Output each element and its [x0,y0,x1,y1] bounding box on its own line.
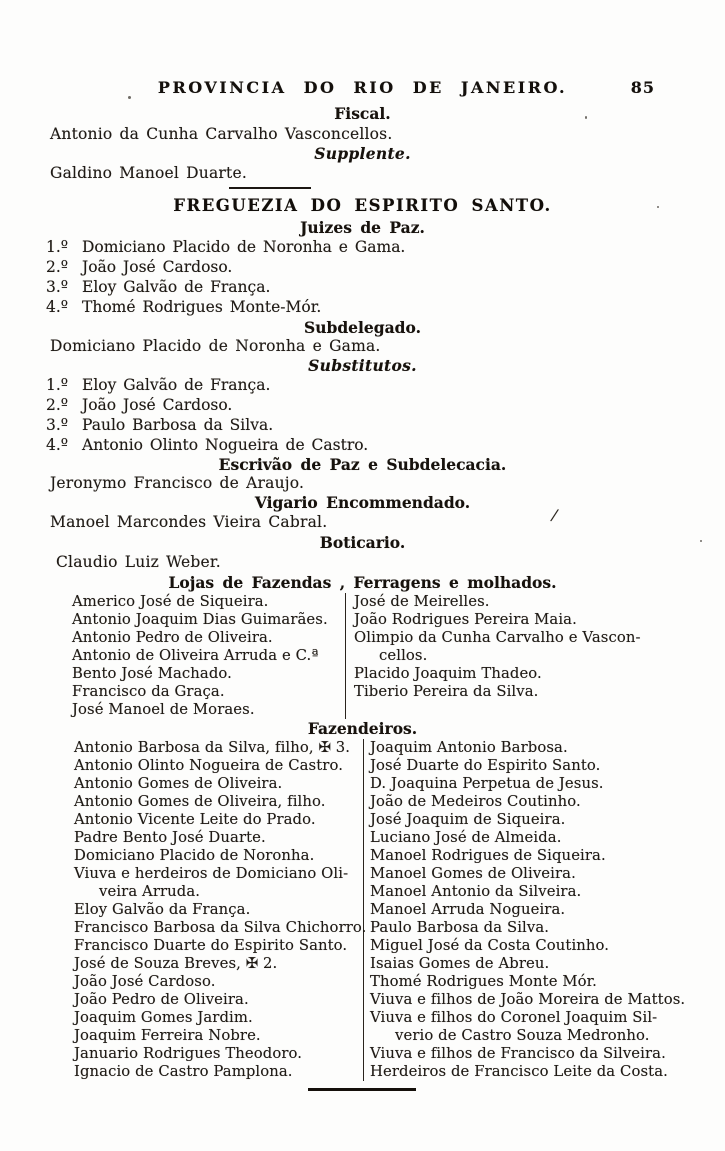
person-name: José de Meirelles. [354,593,490,610]
list-item [74,1063,363,1081]
person-name: Antonio Joaquim Dias Guimarães. [72,611,328,628]
list-item [370,919,725,937]
person-name: Domiciano Placido de Noronha. [74,847,315,864]
person-name: Joaquim Gomes Jardim. [74,1009,253,1026]
person-name: Joaquim Ferreira Nobre. [74,1027,261,1044]
heading-escrivao: Escrivão de Paz e Subdelecacia. [218,455,507,474]
list-item [370,955,725,973]
list-item [46,395,725,415]
person-name: João José Cardoso. [82,258,233,276]
list-item [354,629,725,647]
list-item [74,775,363,793]
person-name: José Joaquim de Siqueira. [370,811,566,828]
list-item [370,883,725,901]
list-item [74,937,363,955]
person-name: Eloy Galvão de França. [82,278,271,296]
item-number: 1.º [46,238,69,256]
person-name: Thomé Rodrigues Monte Mór. [370,973,597,990]
item-number: 4.º [46,298,69,316]
heading-fiscal: Fiscal. [334,104,391,123]
list-item [74,991,363,1009]
juizes-list [0,237,725,317]
list-item [370,829,725,847]
person-name: Viuva e filhos de João Moreira de Mattos. [370,991,686,1008]
list-item [46,435,725,455]
person-name: Manoel Antonio da Silveira. [370,883,582,900]
list-item [72,665,345,683]
fazendeiros-right-column [364,739,725,1081]
list-item [370,1027,725,1045]
list-item [370,757,725,775]
list-item [46,257,725,277]
list-item [354,647,725,665]
list-item [46,237,725,257]
person-name: Antonio Olinto Nogueira de Castro. [74,757,344,774]
ink-speck [657,206,659,208]
person-name: Paulo Barbosa da Silva. [370,919,550,936]
list-item [74,919,367,937]
person-name: Luciano José de Almeida. [370,829,562,846]
list-item [370,991,725,1009]
list-item [74,955,363,973]
person-name: Domiciano Placido de Noronha e Gama. [82,238,406,256]
person-name: Antonio Gomes de Oliveira, filho. [74,793,326,810]
person-name: verio de Castro Souza Medronho. [395,1027,650,1044]
list-item [370,865,725,883]
page-end-rule [308,1088,416,1091]
list-item [354,611,725,629]
fazendeiros-columns [0,739,725,1081]
list-item [370,1045,725,1063]
person-name: Paulo Barbosa da Silva. [82,416,274,434]
list-item [74,883,363,901]
list-item [46,297,725,317]
item-number: 2.º [46,396,69,414]
person-name: João Rodrigues Pereira Maia. [354,611,577,628]
person-name: Antonio Barbosa da Silva, filho, ✠ 3. [74,739,351,756]
person-name: José Duarte do Espirito Santo. [370,757,601,774]
person-name: Antonio de Oliveira Arruda e C.ª [72,647,319,664]
list-item [46,415,725,435]
person-name: cellos. [379,647,428,664]
person-name: Francisco da Graça. [72,683,225,700]
list-item [370,739,725,757]
section-divider-rule [229,187,311,189]
person-name: Domiciano Placido de Noronha e Gama. [50,337,381,355]
list-item [74,811,363,829]
lojas-columns [0,593,725,719]
list-item [74,901,363,919]
ink-speck [585,116,587,119]
list-item [74,1027,363,1045]
heading-vigario: Vigario Encommendado. [254,493,471,512]
list-item [370,775,725,793]
list-item [74,1009,363,1027]
person-name: Viuva e herdeiros de Domiciano Oli- [74,865,349,882]
person-name: Viuva e filhos do Coronel Joaquim Sil- [370,1009,658,1026]
person-name: Viuva e filhos de Francisco da Silveira. [370,1045,666,1062]
person-name: João de Medeiros Coutinho. [370,793,581,810]
list-item [370,811,725,829]
person-name: Herdeiros de Francisco Leite da Costa. [370,1063,668,1080]
list-item [370,793,725,811]
person-name: veira Arruda. [99,883,201,900]
person-name: Americo José de Siqueira. [72,593,269,610]
person-name: Olimpio da Cunha Carvalho e Vascon- [354,629,641,646]
person-name: José de Souza Breves, ✠ 2. [74,955,278,972]
person-name: Manoel Gomes de Oliveira. [370,865,576,882]
item-number: 3.º [46,278,69,296]
person-name: Padre Bento José Duarte. [74,829,266,846]
person-name: Antonio Olinto Nogueira de Castro. [82,436,369,454]
person-name: João Pedro de Oliveira. [74,991,249,1008]
person-name: João José Cardoso. [74,973,216,990]
freguezia-title: FREGUEZIA DO ESPIRITO SANTO. [173,196,552,215]
page-number: 85 [630,78,655,97]
person-name: Antonio Pedro de Oliveira. [72,629,273,646]
list-item [354,593,725,611]
heading-supplente: Supplente. [314,144,411,163]
heading-subdelegado: Subdelegado. [304,318,421,337]
person-name: Francisco Duarte do Espirito Santo. [74,937,348,954]
heading-juizes-de-paz: Juizes de Paz. [300,218,425,237]
person-name: Thomé Rodrigues Monte-Mór. [82,298,322,316]
page-header [0,78,725,100]
list-item [74,739,363,757]
list-item [370,847,725,865]
person-name: Manoel Marcondes Vieira Cabral. [50,513,328,531]
person-name: Manoel Arruda Nogueira. [370,901,566,918]
list-item [72,593,345,611]
fazendeiros-left-column [0,739,367,1081]
list-item [72,683,345,701]
ink-speck [700,540,702,542]
person-name: Francisco Barbosa da Silva Chichorro. [74,919,367,936]
heading-boticario: Boticario. [319,533,406,552]
person-name: Joaquim Antonio Barbosa. [370,739,568,756]
scan-artifact-slash: / [551,505,558,525]
item-number: 4.º [46,436,69,454]
list-item [72,611,345,629]
person-name: Isaias Gomes de Abreu. [370,955,550,972]
lojas-right-column [346,593,725,719]
list-item [72,647,345,665]
list-item [354,665,725,683]
heading-lojas: Lojas de Fazendas , Ferragens e molhados. [168,573,557,592]
list-item [74,793,363,811]
heading-substitutos: Substitutos. [308,356,417,375]
person-name: Jeronymo Francisco de Araujo. [50,474,305,492]
list-item [72,629,345,647]
lojas-left-column [0,593,346,719]
item-number: 3.º [46,416,69,434]
person-name: Eloy Galvão de França. [82,376,271,394]
list-item [74,757,363,775]
substitutos-list [0,375,725,455]
person-name: Placido Joaquim Thadeo. [354,665,542,682]
list-item [46,375,725,395]
list-item [370,901,725,919]
person-name: João José Cardoso. [82,396,233,414]
person-name: Antonio Gomes de Oliveira. [74,775,283,792]
person-name: Eloy Galvão da França. [74,901,251,918]
list-item [46,277,725,297]
heading-fazendeiros: Fazendeiros. [307,719,418,738]
person-name: Antonio Vicente Leite do Prado. [74,811,316,828]
list-item [370,1063,725,1081]
person-name: Manoel Rodrigues de Siqueira. [370,847,606,864]
list-item [74,865,363,883]
list-item [74,847,363,865]
person-name: Miguel José da Costa Coutinho. [370,937,610,954]
person-name: D. Joaquina Perpetua de Jesus. [370,775,604,792]
item-number: 1.º [46,376,69,394]
list-item [74,973,363,991]
page-title: PROVINCIA DO RIO DE JANEIRO. [157,78,568,97]
person-name: Claudio Luiz Weber. [56,553,221,571]
list-item [74,1045,363,1063]
person-name: Galdino Manoel Duarte. [50,164,247,182]
person-name: José Manoel de Moraes. [72,701,255,718]
person-name: Tiberio Pereira da Silva. [354,683,539,700]
list-item [370,937,725,955]
list-item [74,829,363,847]
person-name: Januario Rodrigues Theodoro. [74,1045,303,1062]
item-number: 2.º [46,258,69,276]
person-name: Bento José Machado. [72,665,232,682]
list-item [354,683,725,701]
person-name: Antonio da Cunha Carvalho Vasconcellos. [50,125,393,143]
list-item [72,701,345,719]
person-name: Ignacio de Castro Pamplona. [74,1063,293,1080]
list-item [370,973,725,991]
list-item [370,1009,725,1027]
